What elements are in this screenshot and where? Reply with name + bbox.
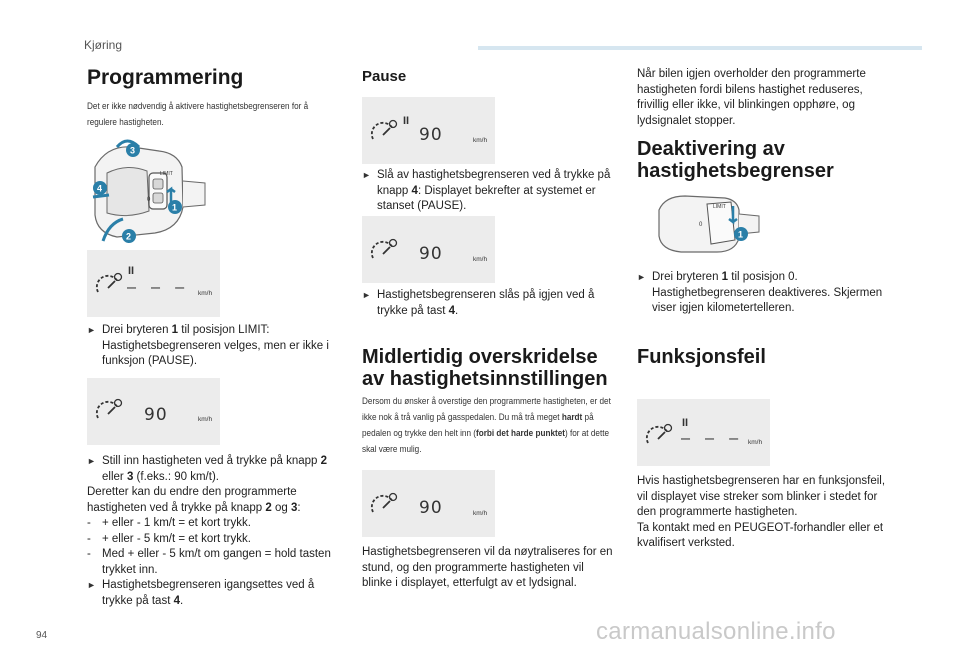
pause-step-1: ► Slå av hastighetsbegrenseren ved å trykke på knapp 4: Displayet bekrefter at systemet er stanset (PAUSE). <box>362 169 611 212</box>
dash-item: Med + eller - 5 km/t om gangen = hold tasten trykket inn. <box>102 548 331 576</box>
display-speed-90-resumed <box>362 216 495 283</box>
deactivation-stalk-illustration <box>655 190 765 258</box>
bullet-arrow-icon: ► <box>637 272 646 282</box>
display-pause-90 <box>362 97 495 164</box>
display-unit: km/h <box>198 290 213 297</box>
callout-4: 4 <box>97 183 103 194</box>
bullet-arrow-icon: ► <box>362 290 371 300</box>
display-dashes: – – – <box>681 429 742 447</box>
display-fault-dashes <box>637 399 770 466</box>
bullet-arrow-icon: ► <box>362 170 371 180</box>
programming-steps: ► Still inn hastigheten ved å trykke på knapp 2 eller 3 (f.eks.: 90 km/t). Deretter kan du endre den programmerte hastigheten ved å trykke på knapp 2 og 3: - + eller - 1 km/t = et kort trykk. - + eller - 5 km/t = et kort trykk. - Med + eller - 5 km/t om gangen = hold tasten trykket inn. ► Hastighetsbegrenseren igangsettes ved å trykke på tast 4. <box>87 455 331 607</box>
watermark: carmanualsonline.info <box>596 618 836 645</box>
display-unit: km/h <box>748 439 763 446</box>
speedometer-icon <box>370 492 398 516</box>
display-speed-90-blinking <box>362 470 495 537</box>
display-unit: km/h <box>198 416 213 423</box>
display-speed: 90 <box>144 405 168 425</box>
overshoot-note: Dersom du ønsker å overstige den programmerte hastigheten, er det ikke nok å trå vanlig på gasspedalen. Du må trå meget hardt på pedalen og trykke den helt inn (forbi det harde punktet) for at dette skal være mulig. <box>362 396 611 455</box>
stalk-drawing <box>87 137 220 245</box>
speedometer-icon <box>370 238 398 262</box>
speedometer-icon <box>95 272 123 296</box>
display-speed-90 <box>87 378 220 445</box>
section-title-programming: Programmering <box>87 66 244 89</box>
section-title-pause: Pause <box>362 68 407 85</box>
bullet-arrow-icon: ► <box>87 456 96 466</box>
section-title-malfunction: Funksjonsfeil <box>637 346 766 368</box>
speedometer-icon <box>95 398 123 422</box>
display-unit: km/h <box>473 137 488 144</box>
page-number: 94 <box>36 630 48 641</box>
callout-3: 3 <box>130 145 136 156</box>
section-title-overshoot: Midlertidig overskridelse av hastighetsinnstillingen <box>362 346 608 390</box>
limiter-stalk-illustration <box>87 137 220 245</box>
limit-label: LIMIT <box>713 204 726 210</box>
zero-label: 0 <box>147 197 151 203</box>
programming-note: Det er ikke nødvendig å aktivere hastighetsbegrenseren for å regulere hastigheten. <box>87 101 309 128</box>
overshoot-paragraph: Hastighetsbegrenseren vil da nøytraliseres for en stund, og den programmerte hastigheten vil blinke i displayet, etterfulgt av et lydsignal. <box>362 546 613 589</box>
callout-1: 1 <box>738 229 744 240</box>
bullet-arrow-icon: ► <box>87 580 96 590</box>
dash-item: + eller - 1 km/t = et kort trykk. <box>102 517 251 529</box>
section-title-deactivation: Deaktivering av hastighetsbegrenser <box>637 138 834 182</box>
header-bar <box>478 46 922 50</box>
speedometer-icon <box>645 423 673 447</box>
display-pause-dashes <box>87 250 220 317</box>
pause-icon: II <box>403 115 410 127</box>
display-dashes: – – – <box>127 278 188 296</box>
malfunction-paragraph: Hvis hastighetsbegrenseren har en funksjonsfeil, vil displayet vise streker som blinker i stedet for den programmerte hastigheten. Ta kontakt med en PEUGEOT-forhandler eller et kvalifisert verksted. <box>637 475 886 549</box>
zero-label: 0 <box>699 222 703 228</box>
stalk-drawing <box>655 190 765 258</box>
deactivation-step-1: ► Drei bryteren 1 til posisjon 0. Hastighetbegrenseren deaktiveres. Skjermen viser igjen kilometertelleren. <box>637 271 883 314</box>
running-header: Kjøring <box>84 38 123 52</box>
speedometer-icon <box>370 119 398 143</box>
pause-icon: II <box>682 417 689 429</box>
display-speed: 90 <box>419 498 443 518</box>
bullet-arrow-icon: ► <box>87 325 96 335</box>
display-unit: km/h <box>473 510 488 517</box>
limit-label: LIMIT <box>160 171 173 177</box>
display-unit: km/h <box>473 256 488 263</box>
blinking-stop-paragraph: Når bilen igjen overholder den programmerte hastigheten fordi bilens hastighet reduseres, frivillig eller ikke, vil blinkingen opphøre, og lydsignalet stopper. <box>637 68 866 127</box>
pause-icon: II <box>128 265 135 277</box>
display-speed: 90 <box>419 125 443 145</box>
callout-2: 2 <box>126 231 132 242</box>
display-speed: 90 <box>419 244 443 264</box>
pause-step-2: ► Hastighetsbegrenseren slås på igjen ved å trykke på tast 4. <box>362 289 595 317</box>
dash-item: + eller - 5 km/t = et kort trykk. <box>102 532 251 545</box>
programming-step-1: ► Drei bryteren 1 til posisjon LIMIT: Hastighetsbegrenseren velges, men er ikke i funksjon (PAUSE). <box>87 324 329 367</box>
callout-1: 1 <box>172 202 178 213</box>
